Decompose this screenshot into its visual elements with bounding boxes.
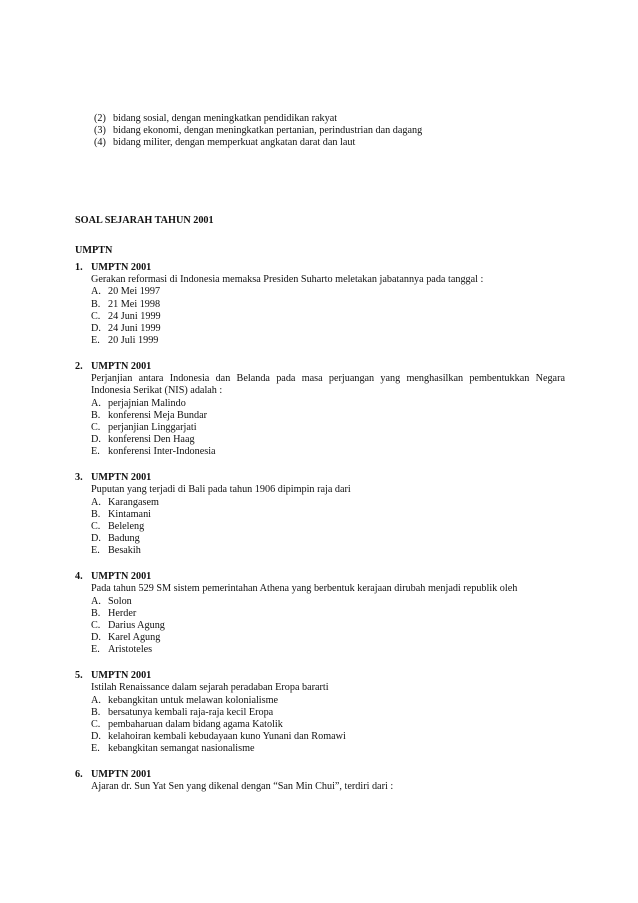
list-item [94,113,422,125]
option-text: perjanjian Linggarjati [108,422,197,434]
question-item [75,571,565,656]
question-text: Ajaran dr. Sun Yat Sen yang dikenal dengan “San Min Chui”, terdiri dari : [91,781,394,793]
answer-option [91,311,565,323]
answer-option [91,644,565,656]
option-text: kelahoiran kembali kebudayaan kuno Yunani dan Romawi [108,731,346,743]
option-text: bersatunya kembali raja-raja kecil Eropa [108,706,274,718]
list-item [94,125,422,137]
question-text: Pada tahun 529 SM sistem pemerintahan Athena yang berbentuk kerajaan dirubah menjadi republik oleh [91,583,518,595]
option-letter: C. [91,620,101,632]
answer-option [91,509,565,521]
option-text: 20 Juli 1999 [108,335,159,347]
option-text: perjajnian Malindo [108,397,186,409]
list-item-number: (3) [94,125,106,137]
option-letter: A. [91,595,101,607]
option-letter: B. [91,298,101,310]
option-letter: B. [91,706,101,718]
option-letter: C. [91,310,101,322]
option-text: Solon [108,595,132,607]
option-text: konferensi Den Haag [108,434,195,446]
question-text: Perjanjian antara Indonesia dan Belanda pada masa perjuangan yang menghasilkan pembentukkan Negara Indonesia Serikat (NIS) adalah : [91,373,565,397]
option-letter: C. [91,422,101,434]
question-source: UMPTN 2001 [91,361,152,373]
question-number: 5. [75,670,83,682]
answer-option [91,422,565,434]
question-number: 4. [75,571,83,583]
question-item [75,769,565,793]
question-source: UMPTN 2001 [91,472,152,484]
option-letter: E. [91,335,100,347]
exam-label: UMPTN [75,245,113,256]
question-item [75,262,565,347]
list-item-text: bidang ekonomi, dengan meningkatkan pertanian, perindustrian dan dagang [113,125,423,137]
question-header [75,361,565,373]
section-title: SOAL SEJARAH TAHUN 2001 [75,215,214,226]
option-text: 24 Juni 1999 [108,310,161,322]
answer-option [91,695,565,707]
question-source: UMPTN 2001 [91,769,152,781]
option-text: Besakih [108,545,141,557]
option-text: pembaharuan dalam bidang agama Katolik [108,719,283,731]
option-text: Badung [108,533,140,545]
option-letter: D. [91,434,101,446]
list-item-number: (2) [94,113,106,124]
answer-option [91,323,565,335]
answer-option [91,731,565,743]
continued-answer-list [94,113,422,150]
option-letter: C. [91,719,101,731]
option-text: konferensi Meja Bundar [108,409,208,421]
answer-option [91,596,565,608]
option-letter: A. [91,496,101,508]
answer-option [91,446,565,458]
option-text: konferensi Inter-Indonesia [108,446,216,458]
option-text: Kintamani [108,508,152,520]
answer-option [91,521,565,533]
option-letter: C. [91,521,101,533]
question-text: Puputan yang terjadi di Bali pada tahun 1906 dipimpin raja dari [91,484,351,496]
question-number: 1. [75,262,83,273]
option-letter: E. [91,446,100,458]
option-letter: B. [91,409,101,421]
option-text: Karel Agung [108,632,161,644]
answer-option [91,608,565,620]
option-text: Aristoteles [108,644,153,656]
option-text: kebangkitan untuk melawan kolonialisme [108,694,279,706]
question-header [75,262,565,274]
option-text: Darius Agung [108,620,165,632]
option-text: 20 Mei 1997 [108,286,161,298]
list-item-number: (4) [94,137,106,149]
question-item [75,670,565,755]
option-text: Herder [108,607,137,619]
list-item-text: bidang sosial, dengan meningkatkan pendidikan rakyat [113,113,338,124]
question-source: UMPTN 2001 [91,571,152,583]
option-letter: D. [91,533,101,545]
answer-option [91,398,565,410]
answer-option [91,286,565,298]
question-header [75,571,565,583]
question-item [75,361,565,459]
question-text: Gerakan reformasi di Indonesia memaksa Presiden Suharto meletakan jabatannya pada tanggal : [91,274,484,286]
question-header [75,670,565,682]
answer-option [91,434,565,446]
option-text: kebangkitan semangat nasionalisme [108,743,255,755]
question-number: 3. [75,472,83,484]
option-letter: D. [91,632,101,644]
option-text: 24 Juni 1999 [108,323,161,335]
answer-option [91,545,565,557]
option-letter: E. [91,644,100,656]
option-letter: A. [91,694,101,706]
question-source: UMPTN 2001 [91,262,152,273]
option-letter: B. [91,508,101,520]
option-text: Beleleng [108,521,145,533]
answer-option [91,497,565,509]
answer-option [91,335,565,347]
option-letter: A. [91,286,101,298]
answer-option [91,533,565,545]
answer-option [91,299,565,311]
option-text: Karangasem [108,496,159,508]
option-letter: B. [91,607,101,619]
answer-option [91,719,565,731]
answer-option [91,707,565,719]
question-list [75,262,565,807]
list-item-text: bidang militer, dengan memperkuat angkatan darat dan laut [113,137,356,149]
question-header [75,472,565,484]
answer-option [91,620,565,632]
question-header [75,769,565,781]
list-item [94,137,422,149]
answer-option [91,632,565,644]
answer-option [91,410,565,422]
question-number: 2. [75,361,83,373]
option-letter: A. [91,397,101,409]
option-letter: D. [91,731,101,743]
question-text: Istilah Renaissance dalam sejarah peradaban Eropa bararti [91,682,329,694]
answer-option [91,743,565,755]
question-item [75,472,565,557]
question-number: 6. [75,769,83,781]
option-letter: E. [91,545,100,557]
option-text: 21 Mei 1998 [108,298,161,310]
question-source: UMPTN 2001 [91,670,152,682]
option-letter: E. [91,743,100,755]
option-letter: D. [91,323,101,335]
